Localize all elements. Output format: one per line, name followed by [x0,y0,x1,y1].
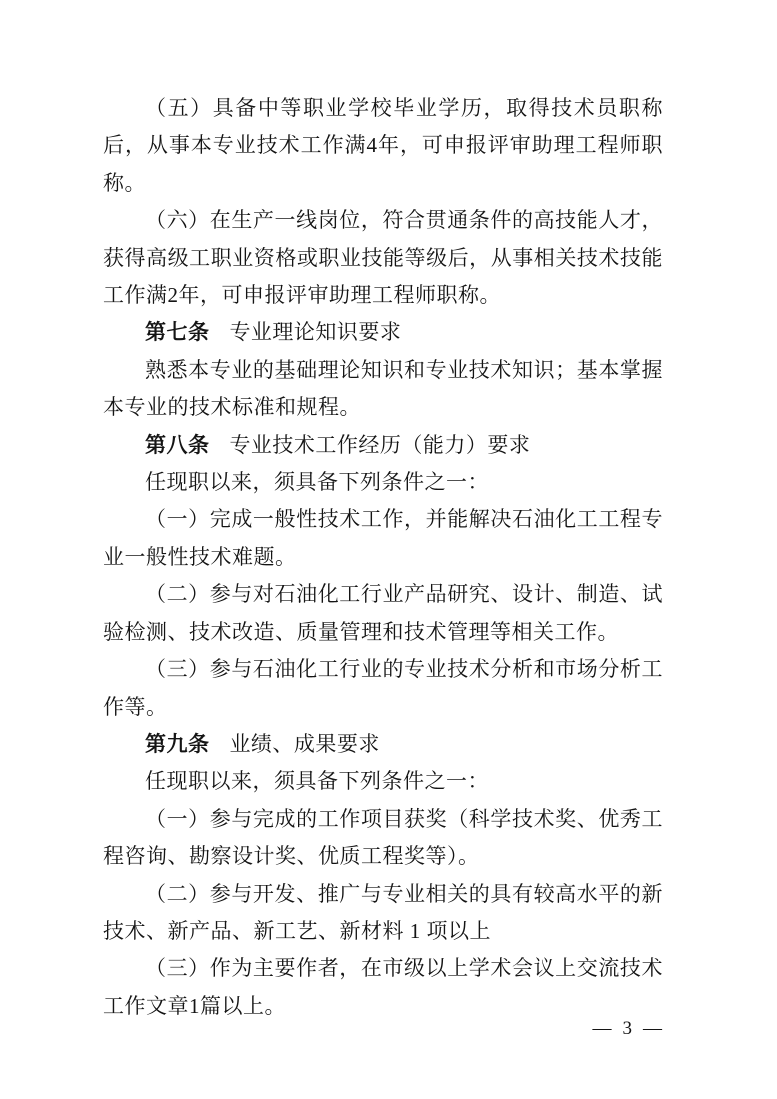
footer-left-dash: — [592,1018,612,1039]
article-7-heading [103,314,663,351]
article-title: 业绩、成果要求 [229,731,380,756]
article-title: 专业理论知识要求 [229,320,402,345]
article-9-heading [103,726,663,763]
article-number: 第八条 [145,432,210,457]
paragraph-article-7-body: 熟悉本专业的基础理论知识和专业技术知识；基本掌握本专业的技术标准和规程。 [103,357,663,420]
paragraph-condition-2: （二）参与对石油化工行业产品研究、设计、制造、试验检测、技术改造、质量管理和技术管理等相关工作。 [103,582,663,644]
article-number: 第七条 [145,320,210,345]
paragraph-condition-1: （一）完成一般性技术工作，并能解决石油化工工程专业一般性技术难题。 [103,507,663,569]
paragraph-condition-2: （二）参与开发、推广与专业相关的具有较高水平的新技术、新产品、新工艺、新材料 1 项以上 [103,881,663,943]
paragraph-item-6: （六）在生产一线岗位，符合贯通条件的高技能人才，获得高级工职业资格或职业技能等级后，从事相关技术技能工作满2年，可申报评审助理工程师职称。 [103,208,663,308]
article-number: 第九条 [145,731,210,756]
paragraph-condition-3: （三）作为主要作者，在市级以上学术会议上交流技术工作文章1篇以上。 [103,956,663,1018]
page-number: 3 [622,1018,632,1039]
paragraph-conditions-intro: 任现职以来，须具备下列条件之一： [145,769,489,794]
paragraph-condition-1: （一）参与完成的工作项目获奖（科学技术奖、优秀工程咨询、勘察设计奖、优质工程奖等）。 [103,806,663,869]
paragraph-condition-3: （三）参与石油化工行业的专业技术分析和市场分析工作等。 [103,657,663,719]
document-body [103,90,663,1025]
paragraph-conditions-intro: 任现职以来，须具备下列条件之一： [145,470,489,495]
article-8-heading [103,427,663,464]
footer-right-dash: — [643,1018,662,1039]
paragraph-item-5: （五）具备中等职业学校毕业学历，取得技术员职称后，从事本专业技术工作满4年，可申报评审助理工程师职称。 [103,96,663,195]
article-title: 专业技术工作经历（能力）要求 [229,432,531,457]
page-number-footer [593,1018,663,1040]
